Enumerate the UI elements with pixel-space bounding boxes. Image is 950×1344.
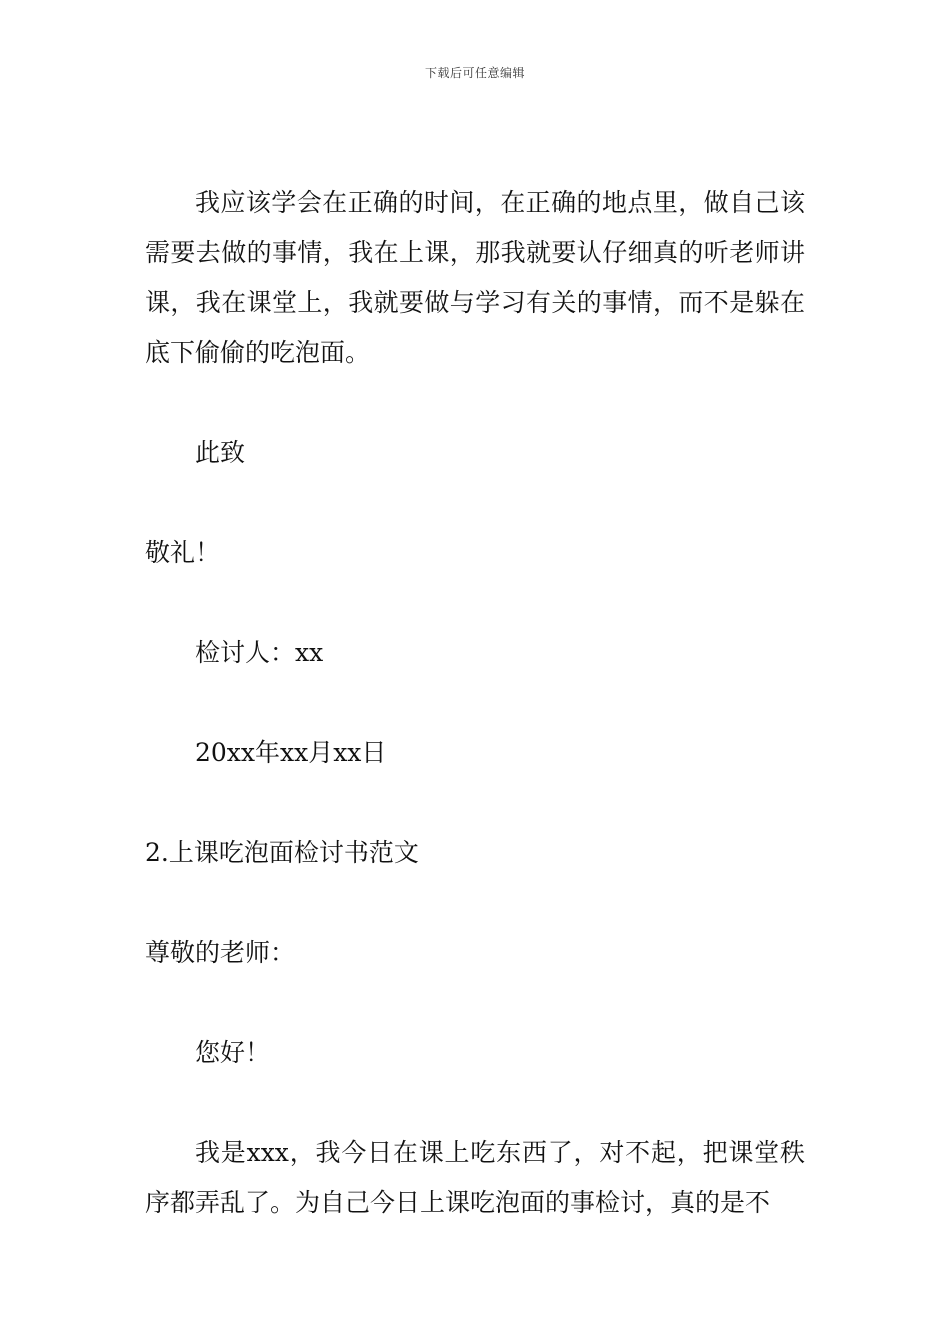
closing-salutation: 此致 xyxy=(195,438,246,467)
letter-salutation: 尊敬的老师： xyxy=(145,938,296,967)
closing-respect: 敬礼！ xyxy=(145,538,221,567)
signature-author: 检讨人：xx xyxy=(195,638,324,667)
document-body xyxy=(145,178,805,1228)
section-heading: 2.上课吃泡面检讨书范文 xyxy=(145,838,419,867)
page-header: 下载后可任意编辑 xyxy=(424,66,525,80)
letter-greeting: 您好！ xyxy=(195,1038,271,1067)
paragraph-apology-body: 我应该学会在正确的时间，在正确的地点里，做自己该需要去做的事情，我在上课，那我就要认仔细真的听老师讲课，我在课堂上，我就要做与学习有关的事情，而不是躲在底下偷偷的吃泡面。 xyxy=(145,188,805,367)
signature-date: 20xx年xx月xx日 xyxy=(195,738,387,767)
paragraph-confession: 我是xxx，我今日在课上吃东西了，对不起，把课堂秩序都弄乱了。为自己今日上课吃泡面的事检讨，真的是不 xyxy=(145,1138,805,1217)
